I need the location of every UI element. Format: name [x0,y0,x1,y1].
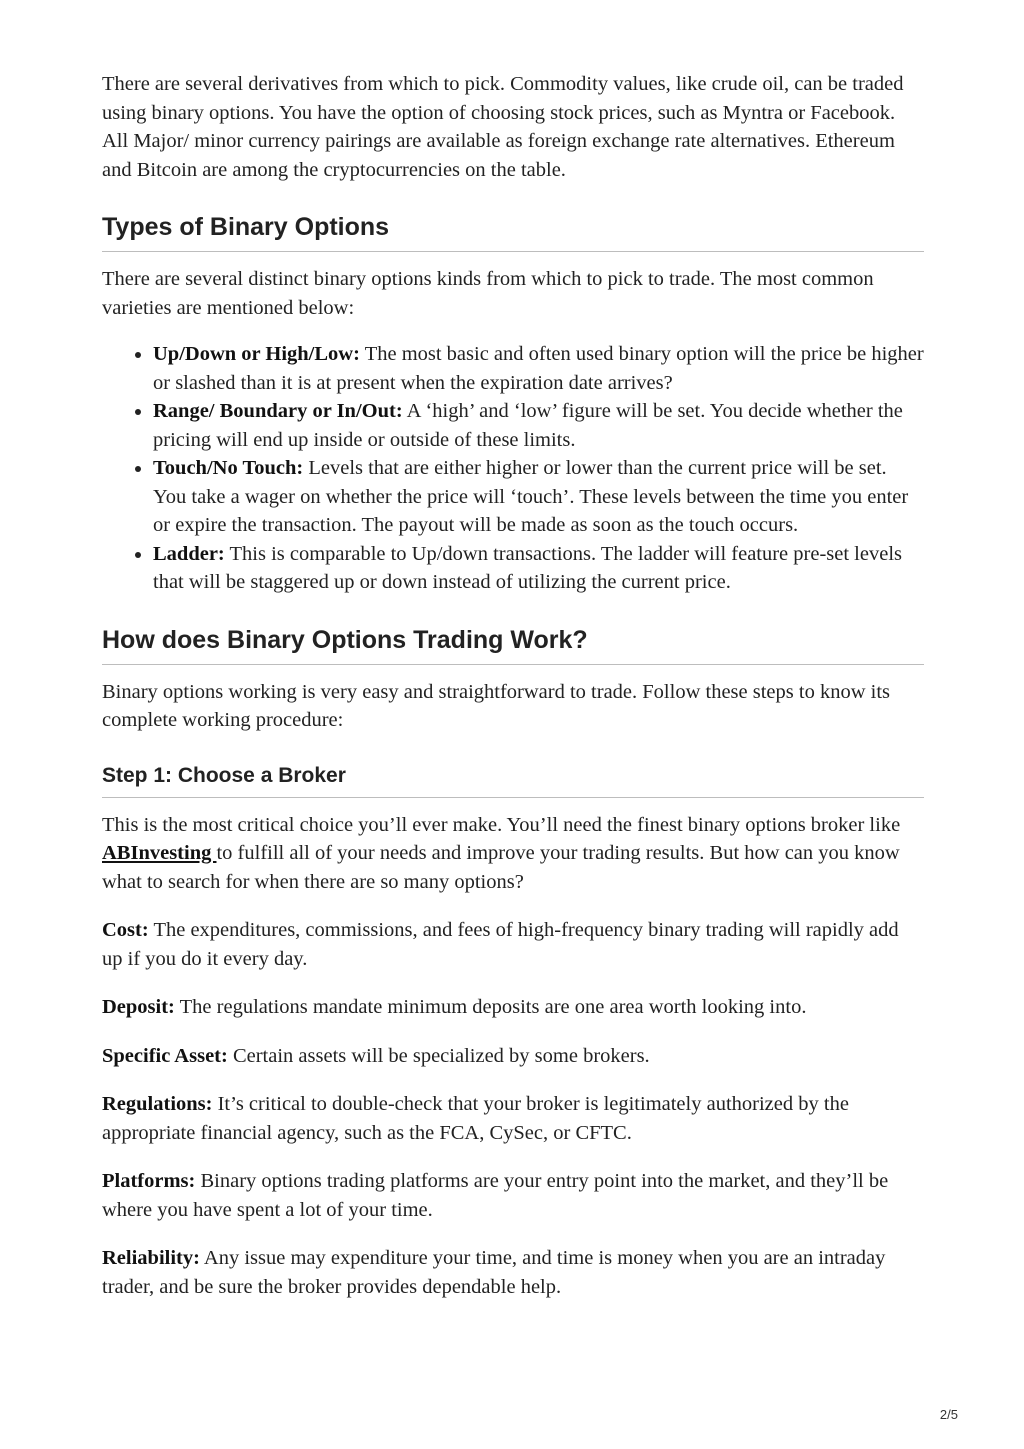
list-item-term: Ladder: [153,542,225,565]
types-heading: Types of Binary Options [102,212,924,252]
step1-text-before: This is the most critical choice you’ll ever make. You’ll need the finest binary options broker like [102,813,901,836]
step1-heading: Step 1: Choose a Broker [102,763,924,798]
list-item [153,340,924,397]
criterion-text: The expenditures, commissions, and fees of high-frequency binary trading will rapidly add up if you do it every day. [102,919,899,970]
list-item [153,540,924,597]
intro-paragraph: There are several derivatives from which to pick. Commodity values, like crude oil, can be traded using binary options. You have the option of choosing stock prices, such as Myntra or Facebook. All Major/ minor currency pairings are available as foreign exchange rate alternatives. Ethereum and Bitcoin are among the cryptocurrencies on the table. [102,73,904,181]
types-list [102,340,924,597]
list-item [153,397,924,454]
how-heading: How does Binary Options Trading Work? [102,625,924,665]
how-intro: Binary options working is very easy and straightforward to trade. Follow these steps to know its complete working procedure: [102,680,890,731]
criterion-specific-asset [102,1042,924,1071]
criterion-term: Cost: [102,919,149,941]
criterion-term: Specific Asset: [102,1044,228,1067]
criterion-regulations [102,1090,924,1147]
list-item-text: Levels that are either higher or lower than the current price will be set. You take a wager on whether the price will ‘touch’. These levels between the time you enter or expire the transaction. The payout will be made as soon as the touch occurs. [153,457,909,536]
criterion-term: Platforms: [102,1170,196,1192]
criterion-platforms [102,1167,924,1224]
list-item [153,454,924,540]
step1-text-after: to fulfill all of your needs and improve your trading results. But how can you know what to search for when there are so many options? [102,842,900,893]
page-number: 2/5 [939,1407,958,1422]
list-item-text: The most basic and often used binary option will the price be higher or slashed than it is at present when the expiration date arrives? [153,343,924,394]
step1-paragraph [102,811,924,897]
criterion-text: Binary options trading platforms are your entry point into the market, and they’ll be where you have spent a lot of your time. [102,1170,889,1221]
criterion-text: It’s critical to double-check that your broker is legitimately authorized by the appropriate financial agency, such as the FCA, CySec, or CFTC. [102,1093,849,1144]
document-page [102,70,924,1321]
criterion-term: Regulations: [102,1093,213,1115]
list-item-text: This is comparable to Up/down transactions. The ladder will feature pre-set levels that will be staggered up or down instead of utilizing the current price. [153,542,903,593]
criterion-reliability [102,1244,924,1301]
criterion-term: Deposit: [102,996,175,1018]
criterion-cost [102,916,924,973]
criterion-text: Any issue may expenditure your time, and time is money when you are an intraday trader, and be sure the broker provides dependable help. [102,1247,886,1298]
criterion-text: The regulations mandate minimum deposits are one area worth looking into. [174,996,807,1018]
list-item-term: Up/Down or High/Low: [153,343,360,365]
list-item-term: Range/ Boundary or In/Out: [153,400,403,422]
list-item-term: Touch/No Touch: [153,457,304,479]
list-item-text: A ‘high’ and ‘low’ figure will be set. You decide whether the pricing will end up inside or outside of these limits. [153,400,903,451]
abinvesting-link[interactable]: ABInvesting [102,842,217,864]
criterion-text: Certain assets will be specialized by some brokers. [227,1044,650,1067]
criterion-deposit [102,993,924,1022]
types-intro: There are several distinct binary options kinds from which to pick to trade. The most common varieties are mentioned below: [102,268,874,319]
criterion-term: Reliability: [102,1247,200,1269]
